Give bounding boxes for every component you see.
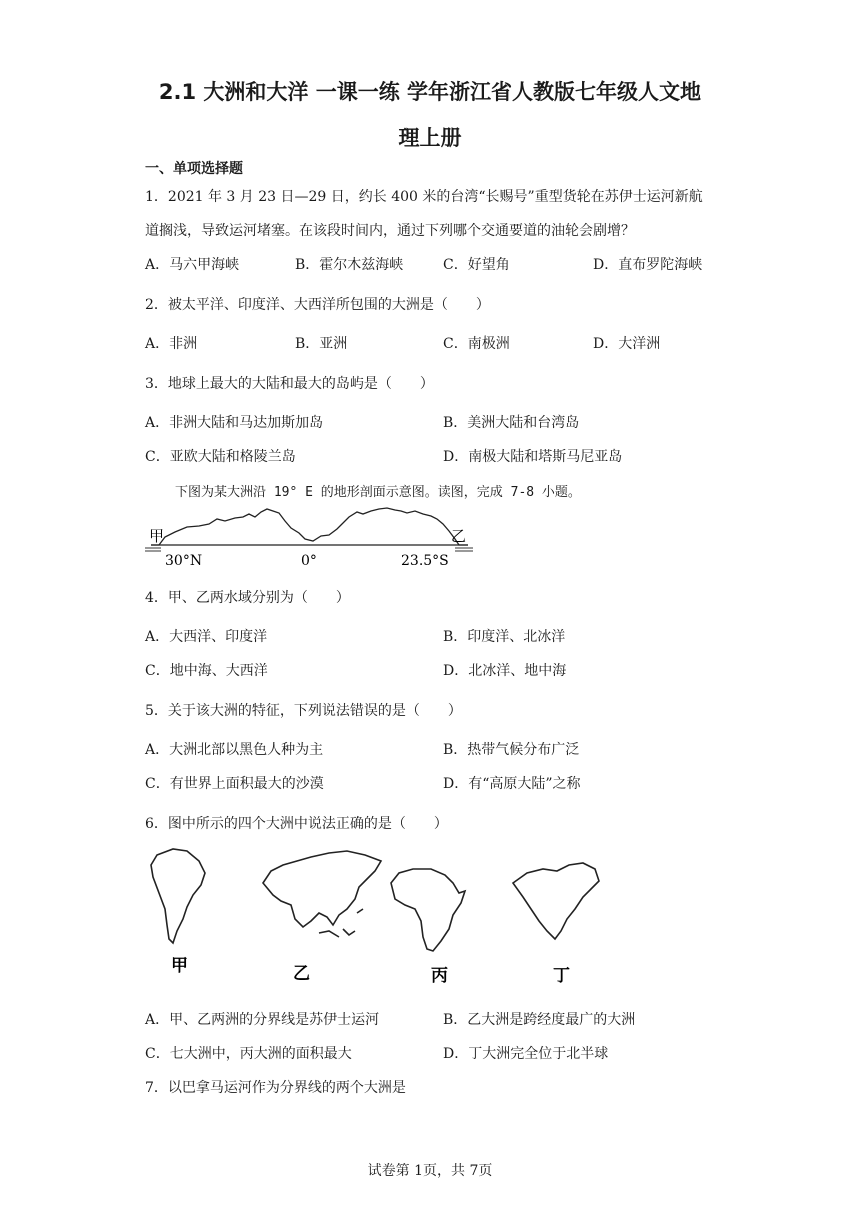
south-america-outline bbox=[151, 849, 205, 943]
q3-option-c: C．亚欧大陆和格陵兰岛 bbox=[145, 449, 296, 465]
q4-stem: 4．甲、乙两水域分别为（ ） bbox=[145, 590, 350, 606]
q2-option-c: C．南极洲 bbox=[443, 336, 510, 352]
map-label-ding: 丁 bbox=[553, 966, 570, 986]
q4-option-d: D．北冰洋、地中海 bbox=[443, 663, 567, 679]
asia-outline bbox=[263, 851, 381, 927]
q3-stem: 3．地球上最大的大陆和最大的岛屿是（ ） bbox=[145, 376, 434, 392]
q6-stem: 6．图中所示的四个大洲中说法正确的是（ ） bbox=[145, 816, 448, 832]
q1-option-c: C．好望角 bbox=[443, 257, 510, 273]
map-label-bing: 丙 bbox=[431, 966, 448, 986]
section-heading: 一、单项选择题 bbox=[145, 161, 243, 177]
q1-option-b: B．霍尔木兹海峡 bbox=[295, 257, 404, 273]
q3-option-b: B．美洲大陆和台湾岛 bbox=[443, 415, 580, 431]
q6-option-b: B．乙大洲是跨经度最广的大洲 bbox=[443, 1012, 636, 1028]
q6-option-a: A．甲、乙两洲的分界线是苏伊士运河 bbox=[145, 1012, 380, 1028]
q5-option-b: B．热带气候分布广泛 bbox=[443, 742, 580, 758]
q3-option-a: A．非洲大陆和马达加斯加岛 bbox=[145, 415, 324, 431]
map-label-jia: 甲 bbox=[171, 956, 188, 976]
q1-option-a: A．马六甲海峡 bbox=[145, 257, 240, 273]
doc-title-line2: 理上册 bbox=[398, 126, 462, 150]
q4-option-a: A．大西洋、印度洋 bbox=[145, 629, 268, 645]
q6-option-d: D．丁大洲完全位于北半球 bbox=[443, 1046, 609, 1062]
profile-left-water-label: 甲 bbox=[149, 527, 165, 545]
figure-note: 下图为某大洲沿 19° E 的地形剖面示意图。读图，完成 7-8 小题。 bbox=[175, 485, 581, 500]
q1-stem-line2: 道搁浅，导致运河堵塞。在该段时间内，通过下列哪个交通要道的油轮会剧增？ bbox=[145, 223, 635, 239]
q2-stem: 2．被太平洋、印度洋、大西洋所包围的大洲是（ ） bbox=[145, 297, 490, 313]
q2-option-a: A．非洲 bbox=[145, 336, 198, 352]
q3-option-d: D．南极大陆和塔斯马尼亚岛 bbox=[443, 449, 623, 465]
profile-tick-30n: 30°N bbox=[165, 553, 203, 569]
q1-stem-line1: 1．2021 年 3 月 23 日—29 日，约长 400 米的台湾“长赐号”重型货轮在苏伊士运河新航 bbox=[145, 189, 703, 205]
q5-option-d: D．有“高原大陆”之称 bbox=[443, 776, 581, 792]
terrain-profile-figure bbox=[143, 505, 483, 575]
north-america-outline bbox=[513, 863, 599, 939]
profile-tick-0: 0° bbox=[301, 553, 317, 569]
q7-stem: 7．以巴拿马运河作为分界线的两个大洲是 bbox=[145, 1080, 406, 1096]
doc-title-line1: 2.1 大洲和大洋 一课一练 学年浙江省人教版七年级人文地 bbox=[158, 80, 702, 104]
profile-tick-23-5s: 23.5°S bbox=[401, 553, 449, 569]
profile-right-water-label: 乙 bbox=[451, 527, 467, 545]
q4-option-b: B．印度洋、北冰洋 bbox=[443, 629, 566, 645]
q5-stem: 5．关于该大洲的特征，下列说法错误的是（ ） bbox=[145, 703, 462, 719]
africa-outline bbox=[391, 869, 465, 951]
page-footer: 试卷第 1页，共 7页 bbox=[367, 1163, 493, 1179]
q2-option-d: D．大洋洲 bbox=[593, 336, 661, 352]
continents-figure bbox=[143, 843, 663, 993]
q6-option-c: C．七大洲中，丙大洲的面积最大 bbox=[145, 1046, 352, 1062]
q4-option-c: C．地中海、大西洋 bbox=[145, 663, 268, 679]
q1-option-d: D．直布罗陀海峡 bbox=[593, 257, 703, 273]
q5-option-c: C．有世界上面积最大的沙漠 bbox=[145, 776, 324, 792]
q5-option-a: A．大洲北部以黑色人种为主 bbox=[145, 742, 324, 758]
map-label-yi: 乙 bbox=[293, 964, 310, 984]
q2-option-b: B．亚洲 bbox=[295, 336, 348, 352]
